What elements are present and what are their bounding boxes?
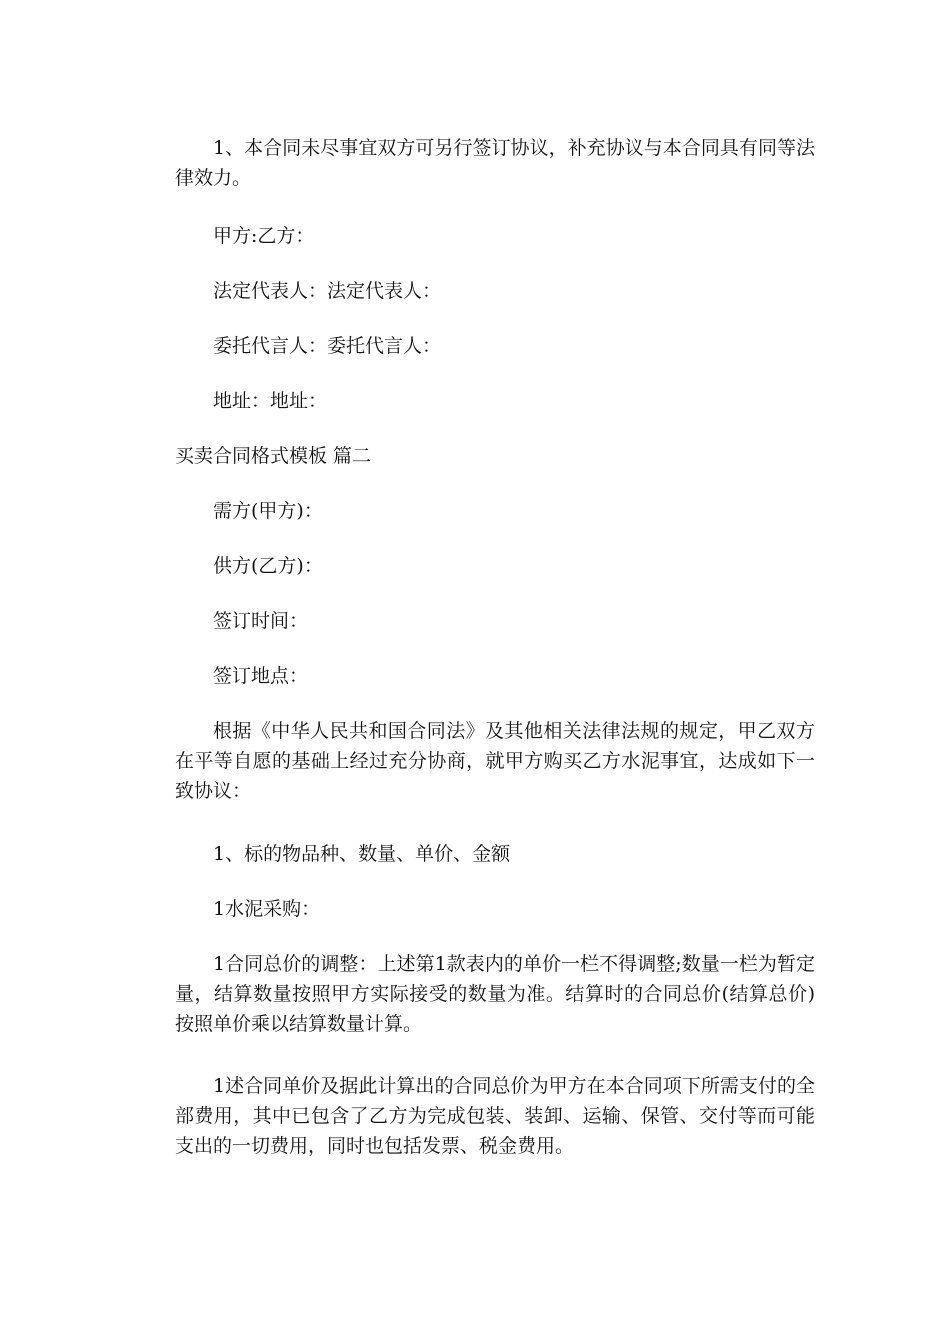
price-adjustment-paragraph: 1合同总价的调整：上述第1款表内的单价一栏不得调整;数量一栏为暂定量，结算数量按照甲方实际接受的数量为准。结算时的合同总价(结算总价)按照单价乘以结算数量计算。: [175, 953, 815, 1035]
signing-place-line: 签订地点：: [213, 665, 309, 687]
seller-line: 供方(乙方)：: [213, 555, 323, 577]
item-cement-purchase: 1水泥采购：: [213, 898, 321, 920]
authorized-agent-line: 委托代言人：委托代言人：: [213, 335, 442, 357]
party-line: 甲方:乙方：: [213, 225, 315, 247]
fees-paragraph: 1述合同单价及据此计算出的合同总价为甲方在本合同项下所需支付的全部费用，其中已包含了乙方为完成包装、装卸、运输、保管、交付等而可能支出的一切费用，同时也包括发票、税金费用。: [175, 1075, 815, 1157]
basis-paragraph: 根据《中华人民共和国合同法》及其他相关法律法规的规定，甲乙双方在平等自愿的基础上经过充分协商，就甲方购买乙方水泥事宜，达成如下一致协议：: [175, 720, 815, 802]
legal-representative-line: 法定代表人：法定代表人：: [213, 280, 442, 302]
section-title: 买卖合同格式模板 篇二: [175, 445, 372, 467]
item-1-heading: 1、标的物品种、数量、单价、金额: [213, 843, 511, 865]
address-line: 地址：地址：: [213, 390, 328, 412]
buyer-line: 需方(甲方)：: [213, 500, 323, 522]
signing-time-line: 签订时间：: [213, 610, 309, 632]
clause-supplementary-agreement: 1、本合同未尽事宜双方可另行签订协议，补充协议与本合同具有同等法律效力。: [175, 137, 815, 189]
